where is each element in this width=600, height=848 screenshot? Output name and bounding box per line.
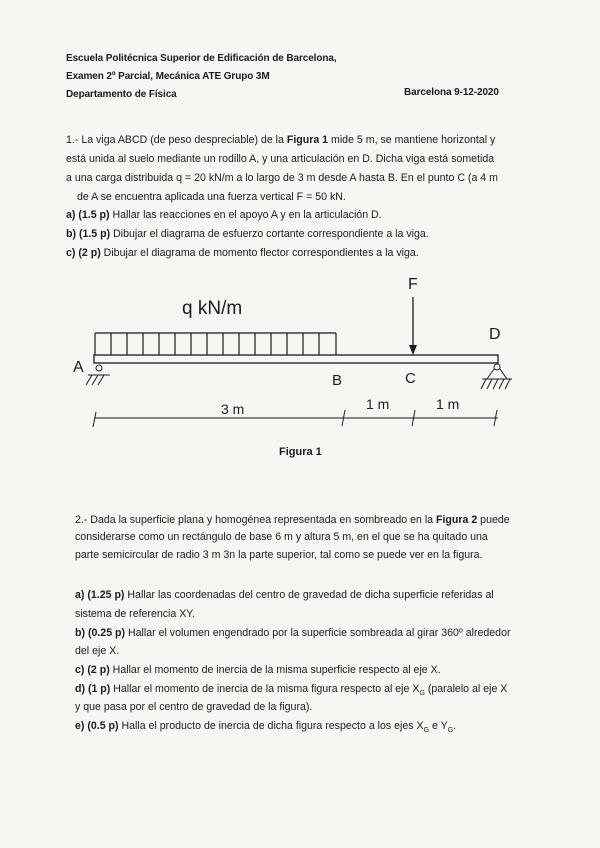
problem2-part-e	[75, 719, 456, 738]
dimension-line	[93, 410, 498, 427]
load-label: q kN/m	[182, 298, 243, 319]
p2-part-b-line1: Hallar el volumen engendrado por la superficie sombreada al girar 360º alrededor	[125, 627, 511, 639]
point-c-label: C	[405, 370, 416, 387]
problem1-line3: a una carga distribuida q = 20 kN/m a lo largo de 3 m desde A hasta B. En el punto C (a 4 m	[66, 172, 498, 184]
p2-part-c-label: c) (2 p)	[75, 664, 110, 676]
force-label: F	[408, 276, 418, 293]
problem2-part-a	[75, 588, 494, 602]
part-b-text: Dibujar el diagrama de esfuerzo cortante correspondiente a la viga.	[110, 228, 429, 240]
p2-part-d-sub: G	[419, 690, 425, 698]
p2-part-e-sub1: G	[423, 727, 430, 735]
problem2-line1-pre: 2.- Dada la superficie plana y homogénea representada en sombreado en la	[75, 514, 437, 526]
part-c-text: Dibujar el diagrama de momento flector correspondientes a la viga.	[100, 247, 419, 259]
p2-part-e-label: e) (0.5 p)	[75, 720, 119, 732]
exam-title: Examen 2º Parcial, Mecánica ATE Grupo 3M	[66, 71, 270, 82]
figure1-reference: Figura 1	[286, 134, 329, 146]
dimension-ab: 3 m	[221, 401, 245, 417]
problem2-line1-post: puede	[477, 514, 510, 526]
p2-part-e-sub2: G	[447, 727, 454, 735]
p2-part-a-label: a) (1.25 p)	[75, 589, 125, 601]
problem2-part-c	[75, 663, 441, 677]
problem2-part-b	[75, 626, 511, 640]
figure2-reference: Figura 2	[436, 514, 478, 526]
problem1-line2: está unida al suelo mediante un rodillo A, y una articulación en D. Dicha viga está sometida	[66, 153, 495, 165]
problem1-line4: de A se encuentra aplicada una fuerza vertical F = 50 kN.	[77, 191, 346, 203]
p2-part-d-line1: Hallar el momento de inercia de la misma figura respecto al eje X	[110, 683, 420, 695]
figure1-caption: Figura 1	[279, 446, 322, 458]
part-c-label: c) (2 p)	[66, 247, 101, 259]
p2-part-b-line2: del eje X.	[75, 645, 120, 657]
point-b-label: B	[332, 372, 343, 389]
beam	[94, 355, 498, 363]
p2-part-d-label: d) (1 p)	[75, 683, 111, 695]
problem1-line1-post: mide 5 m, se mantiene horizontal y	[328, 134, 496, 146]
pin-support-d	[481, 364, 512, 389]
dimension-cd: 1 m	[436, 396, 460, 412]
problem1-number: 1.-	[66, 134, 79, 146]
distributed-load	[95, 333, 336, 355]
problem2-line1	[75, 513, 510, 527]
p2-part-b-label: b) (0.25 p)	[75, 627, 126, 639]
problem1-line1-pre: La viga ABCD (de peso despreciable) de la	[78, 134, 287, 146]
dimension-bc: 1 m	[366, 396, 390, 412]
force-arrow-head	[409, 345, 417, 355]
problem2-part-d	[75, 682, 507, 701]
p2-part-e-end: .	[453, 720, 457, 732]
exam-date: Barcelona 9-12-2020	[404, 87, 499, 98]
p2-part-c-line1: Hallar el momento de inercia de la misma superficie respecto al eje X.	[109, 664, 441, 676]
problem2-line3: parte semicircular de radio 3 m 3n la parte superior, tal como se puede ver en la figura.	[75, 549, 483, 561]
p2-part-a-line1: Hallar las coordenadas del centro de gravedad de dicha superficie referidas al	[124, 589, 494, 601]
part-a-text: Hallar las reacciones en el apoyo A y en la articulación D.	[109, 209, 382, 221]
p2-part-e-line1: Halla el producto de inercia de dicha figura respecto a los ejes X	[118, 720, 424, 732]
part-a-label: a) (1.5 p)	[66, 209, 110, 221]
p2-part-d-tail: (paralelo al eje X	[424, 683, 508, 695]
p2-part-e-mid: e Y	[429, 720, 448, 732]
department: Departamento de Física	[66, 89, 177, 100]
school-name: Escuela Politécnica Superior de Edificación de Barcelona,	[66, 53, 337, 64]
part-b-label: b) (1.5 p)	[66, 228, 111, 240]
point-a-label: A	[73, 359, 84, 376]
p2-part-d-line2: y que pasa por el centro de gravedad de la figura).	[75, 701, 313, 713]
p2-part-a-line2: sistema de referencia XY.	[75, 608, 195, 620]
point-d-label: D	[489, 326, 501, 343]
problem2-line2: considerarse como un rectángulo de base 6 m y altura 5 m, en el que se ha quitado una	[75, 531, 488, 543]
roller-support-a	[86, 365, 110, 385]
